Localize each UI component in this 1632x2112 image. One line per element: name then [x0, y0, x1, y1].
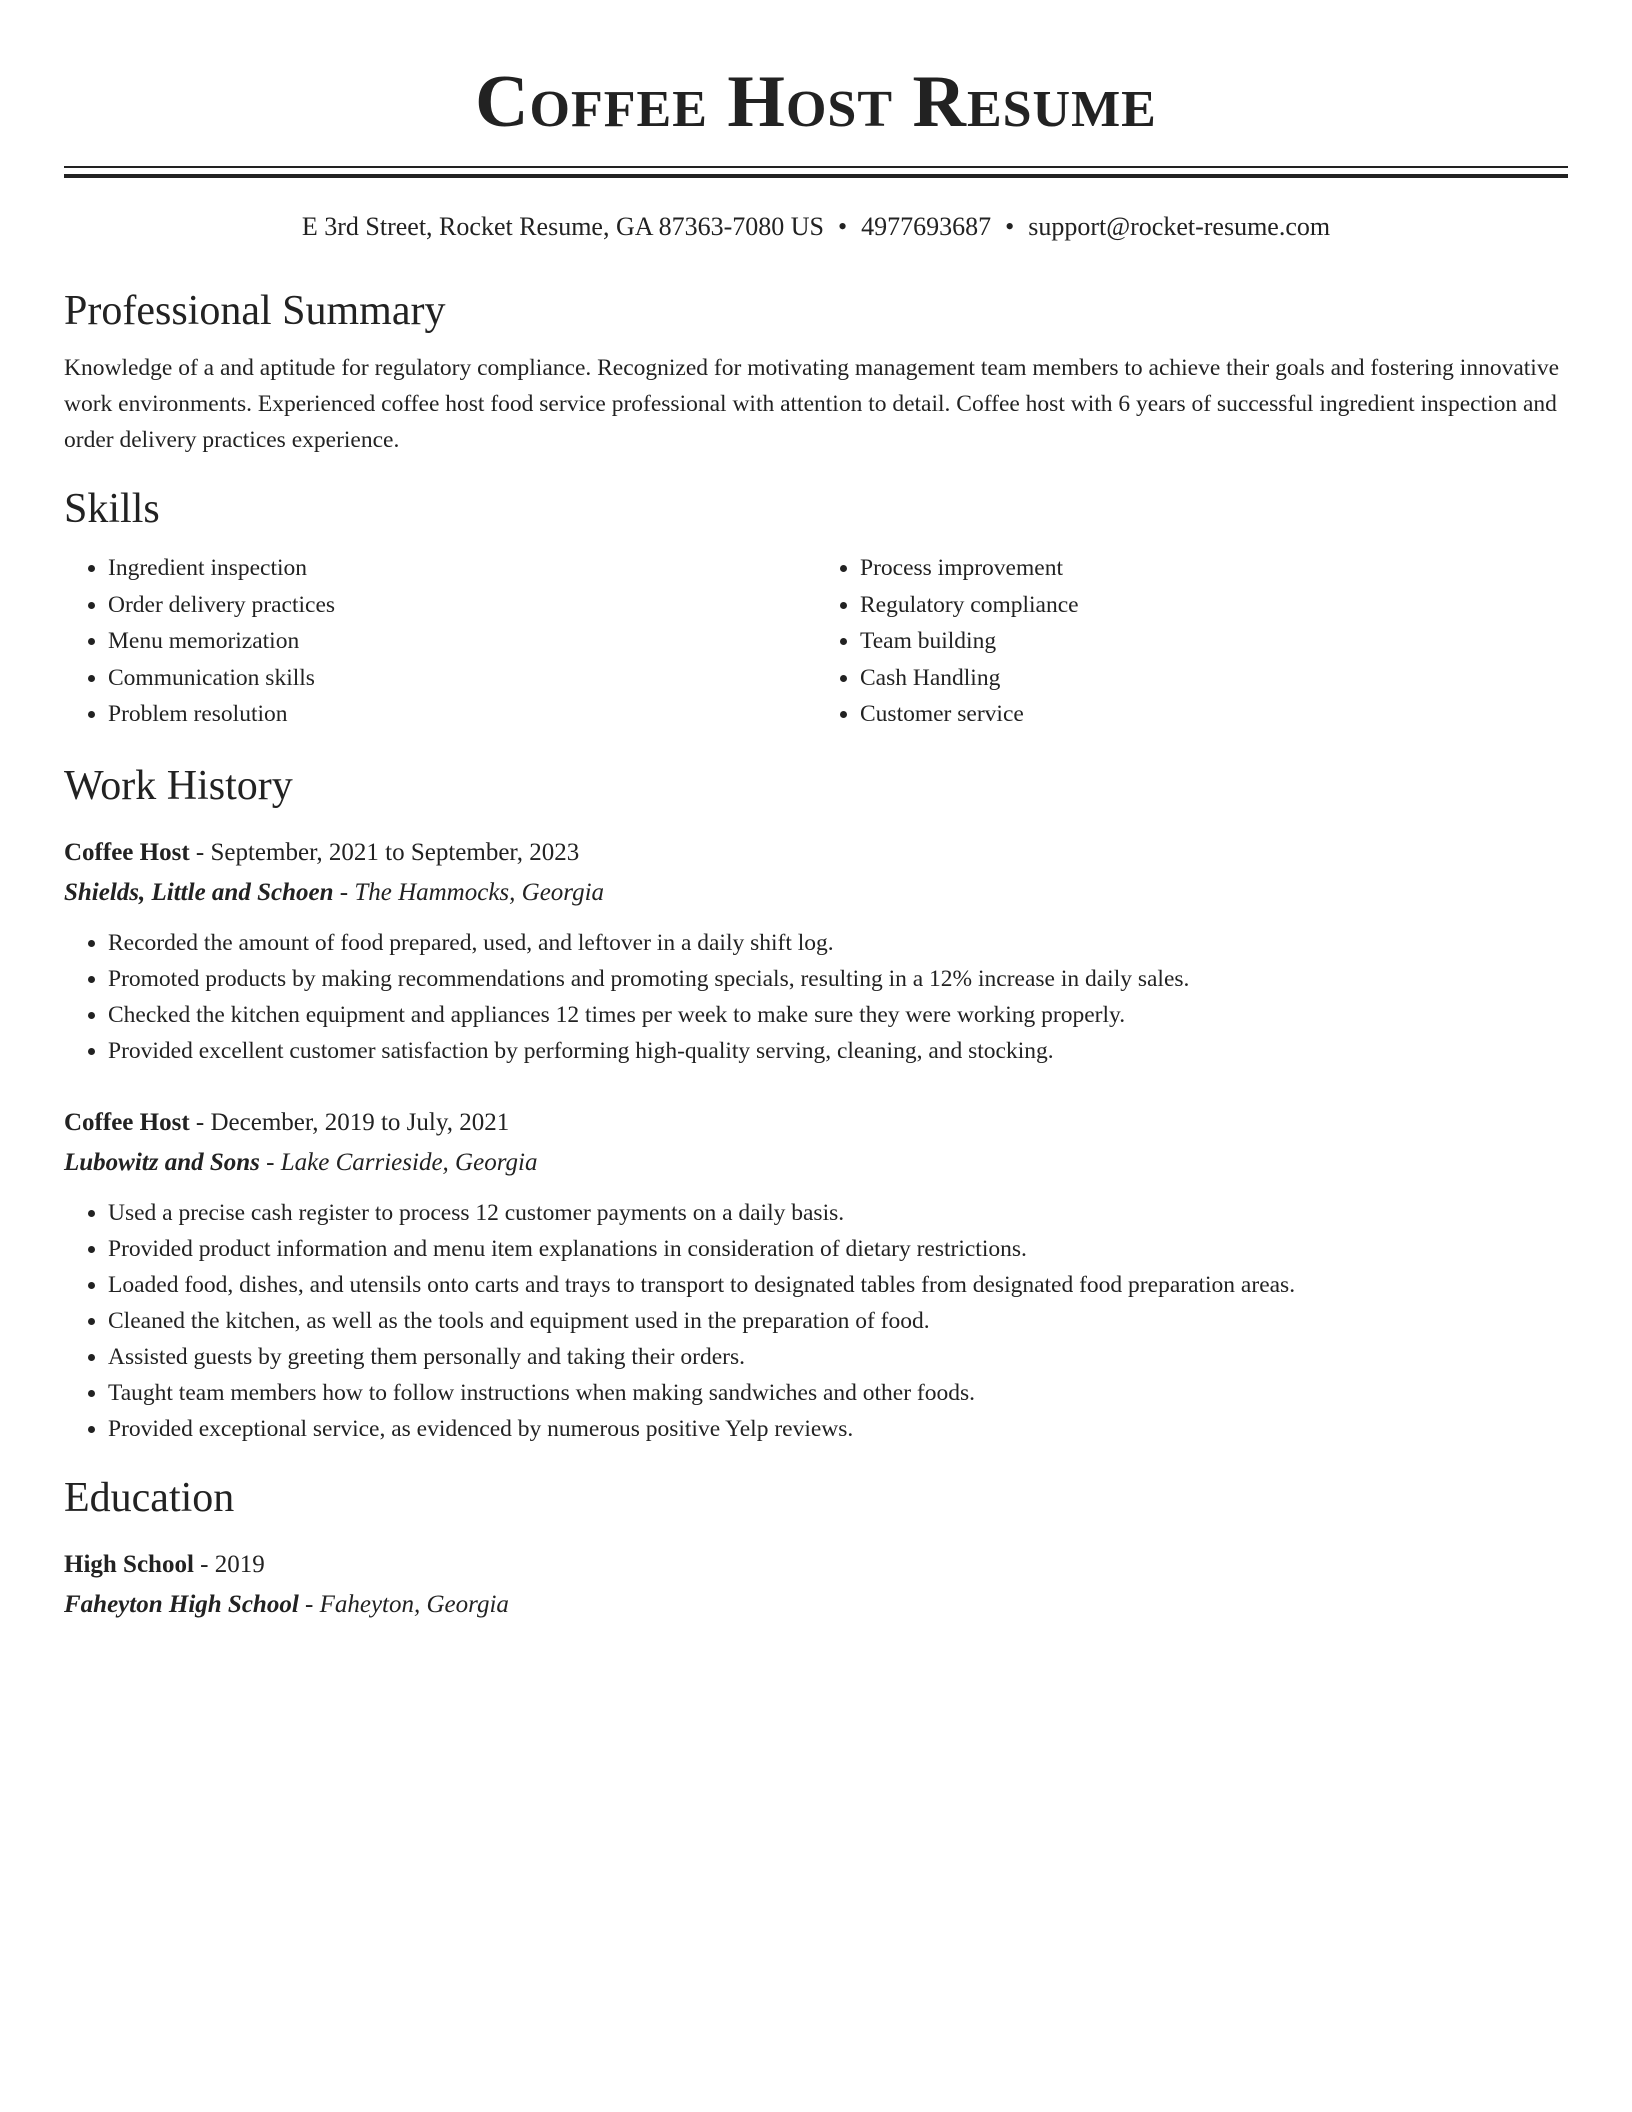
job-bullet: • Provided product information and menu item explanations in consideration of dietary restrictions. — [108, 1231, 1568, 1267]
job-entry — [64, 1103, 1568, 1447]
job-bullet: • Loaded food, dishes, and utensils onto carts and trays to transport to designated tables from designated food preparation areas. — [108, 1267, 1568, 1303]
job-bullet: • Used a precise cash register to process 12 customer payments on a daily basis. — [108, 1195, 1568, 1231]
job-bullet: • Provided excellent customer satisfaction by performing high-quality serving, cleaning, and stocking. — [108, 1033, 1568, 1069]
education-entry — [64, 1545, 1568, 1625]
resume-title: Coffee Host Resume — [475, 61, 1157, 143]
work-history-heading: Work History — [64, 762, 293, 809]
education-location: Faheyton, Georgia — [319, 1590, 509, 1618]
job-bullets — [64, 1195, 1568, 1447]
job-entry — [64, 833, 1568, 1069]
education-degree: High School — [64, 1550, 194, 1578]
job-company: Lubowitz and Sons — [64, 1148, 260, 1176]
job-role: Coffee Host — [64, 1108, 190, 1136]
job-dash: - — [189, 838, 211, 866]
job-dash: - — [333, 878, 355, 906]
skill-item: • Cash Handling — [860, 660, 1568, 697]
skills-list — [64, 550, 1568, 733]
contact-separator: • — [1005, 212, 1015, 241]
skill-item: • Ingredient inspection — [108, 550, 816, 587]
contact-separator: • — [837, 212, 848, 241]
job-company-line — [64, 1143, 1568, 1183]
education-school: Faheyton High School — [64, 1590, 299, 1618]
contact-email: support@rocket-resume.com — [1028, 212, 1331, 241]
job-bullets — [64, 925, 1568, 1069]
skill-item: • Communication skills — [108, 660, 816, 697]
contact-phone: 4977693687 — [861, 212, 992, 241]
skill-item: • Order delivery practices — [108, 587, 816, 624]
job-bullet: • Taught team members how to follow instructions when making sandwiches and other foods. — [108, 1375, 1568, 1411]
education-heading: Education — [64, 1474, 235, 1521]
education-school-line — [64, 1585, 1568, 1625]
job-bullet: • Provided exceptional service, as evidenced by numerous positive Yelp reviews. — [108, 1411, 1568, 1447]
skills-heading: Skills — [64, 486, 160, 532]
skill-item: • Process improvement — [860, 550, 1568, 587]
skill-item: • Problem resolution — [108, 696, 816, 733]
job-bullet: • Promoted products by making recommendations and promoting specials, resulting in a 12% increase in daily sales. — [108, 961, 1568, 997]
contact-address: E 3rd Street, Rocket Resume, GA 87363-7080 US — [301, 212, 824, 241]
job-bullet: • Cleaned the kitchen, as well as the tools and equipment used in the preparation of food. — [108, 1303, 1568, 1339]
skill-item: • Team building — [860, 623, 1568, 660]
education-dash: - — [298, 1590, 320, 1618]
contact-line — [64, 210, 1568, 244]
education-degree-line — [64, 1545, 1568, 1585]
skills-column-right — [816, 550, 1568, 733]
skills-column-left — [64, 550, 816, 733]
title-rule-thin — [64, 166, 1568, 168]
job-dash: - — [189, 1108, 211, 1136]
education-dash: - — [193, 1550, 215, 1578]
job-title-line — [64, 833, 1568, 873]
education-year: 2019 — [214, 1550, 265, 1578]
skill-item: • Menu memorization — [108, 623, 816, 660]
skill-item: • Regulatory compliance — [860, 587, 1568, 624]
job-dates: September, 2021 to September, 2023 — [210, 838, 580, 866]
job-location: Lake Carrieside, Georgia — [280, 1148, 538, 1176]
job-title-line — [64, 1103, 1568, 1143]
job-role: Coffee Host — [64, 838, 190, 866]
job-bullet: • Recorded the amount of food prepared, used, and leftover in a daily shift log. — [108, 925, 1568, 961]
job-bullet: • Checked the kitchen equipment and appliances 12 times per week to make sure they were working properly. — [108, 997, 1568, 1033]
skill-item: • Customer service — [860, 696, 1568, 733]
title-rule-thick — [64, 174, 1568, 178]
job-company-line — [64, 873, 1568, 913]
summary-heading: Professional Summary — [64, 288, 446, 334]
job-bullet: • Assisted guests by greeting them personally and taking their orders. — [108, 1339, 1568, 1375]
summary-text: Knowledge of a and aptitude for regulatory compliance. Recognized for motivating management team members to achieve their goals and fostering innovative work environments. Experienced coffee host food service professional with attention to detail. Coffee host with 6 years of successful ingredient inspection and order delivery practices experience. — [64, 355, 1560, 453]
job-dash: - — [259, 1148, 281, 1176]
job-location: The Hammocks, Georgia — [354, 878, 605, 906]
job-company: Shields, Little and Schoen — [64, 878, 334, 906]
job-dates: December, 2019 to July, 2021 — [210, 1108, 510, 1136]
